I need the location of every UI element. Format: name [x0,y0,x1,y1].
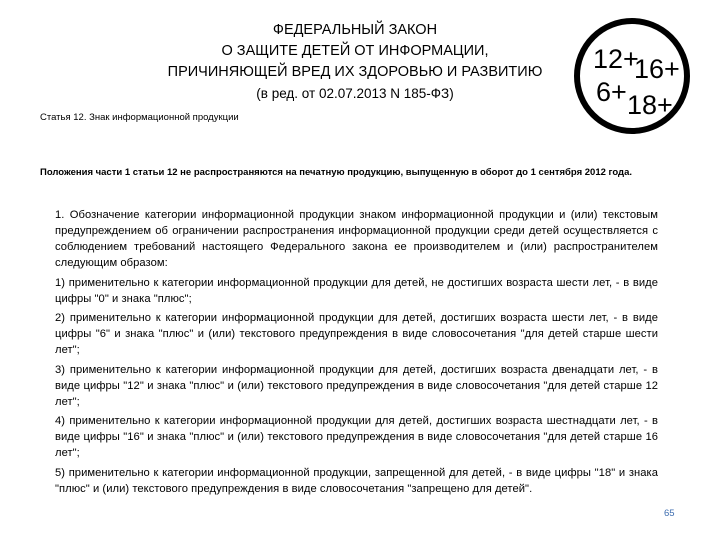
document-title [120,20,590,104]
list-item-3: 3) применительно к категории информационной продукции для детей, достигших возраста двенадцати лет, - в виде цифры "12" и знака "плюс" и (или) текстового предупреждения в виде словосочетания "для детей старше 12 лет"; [55,363,658,408]
applicability-note: Положения части 1 статьи 12 не распространяются на печатную продукцию, выпущенную в оборот до 1 сентября 2012 года. [40,167,633,178]
edition-note: (в ред. от 02.07.2013 N 185-ФЗ) [256,86,454,101]
list-item-4: 4) применительно к категории информационной продукции для детей, достигших возраста шестнадцати лет, - в виде цифры "16" и знака "плюс" и (или) текстового предупреждения в виде словосочетания "для детей старше 16 лет"; [55,415,658,459]
age-label-6: 6+ [596,77,627,107]
title-line-2: О ЗАЩИТЕ ДЕТЕЙ ОТ ИНФОРМАЦИИ, [221,43,489,59]
list-item-1: 1) применительно к категории информационной продукции для детей, не достигших возраста шести лет, - в виде цифры "0" и знака "плюс"; [55,276,658,305]
age-rating-badge-icon [574,18,690,134]
title-line-1: ФЕДЕРАЛЬНЫЙ ЗАКОН [272,22,438,38]
article-body [55,207,658,500]
age-label-12: 12+ [593,44,639,74]
page-number: 65 [664,508,675,519]
age-label-18: 18+ [627,90,673,120]
paragraph-1: 1. Обозначение категории информационной продукции знаком информационной продукции и (или) текстовым предупреждением об ограничении распространения информационной продукции среди детей осуществляется с соблюдением требований настоящего Федерального закона ее производителем и (или) распространителем следующим образом: [55,209,658,269]
article-heading: Статья 12. Знак информационной продукции [40,112,239,123]
list-item-5: 5) применительно к категории информационной продукции, запрещенной для детей, - в виде цифры "18" и знака "плюс" и (или) текстового предупреждения в виде словосочетания "запрещено для детей". [55,466,658,495]
title-line-3: ПРИЧИНЯЮЩЕЙ ВРЕД ИХ ЗДОРОВЬЮ И РАЗВИТИЮ [167,64,543,80]
list-item-2: 2) применительно к категории информационной продукции для детей, достигших возраста шести лет, - в виде цифры "6" и знака "плюс" и (или) текстового предупреждения в виде словосочетания "для детей старше шести лет"; [55,312,658,356]
age-label-16: 16+ [634,54,680,84]
